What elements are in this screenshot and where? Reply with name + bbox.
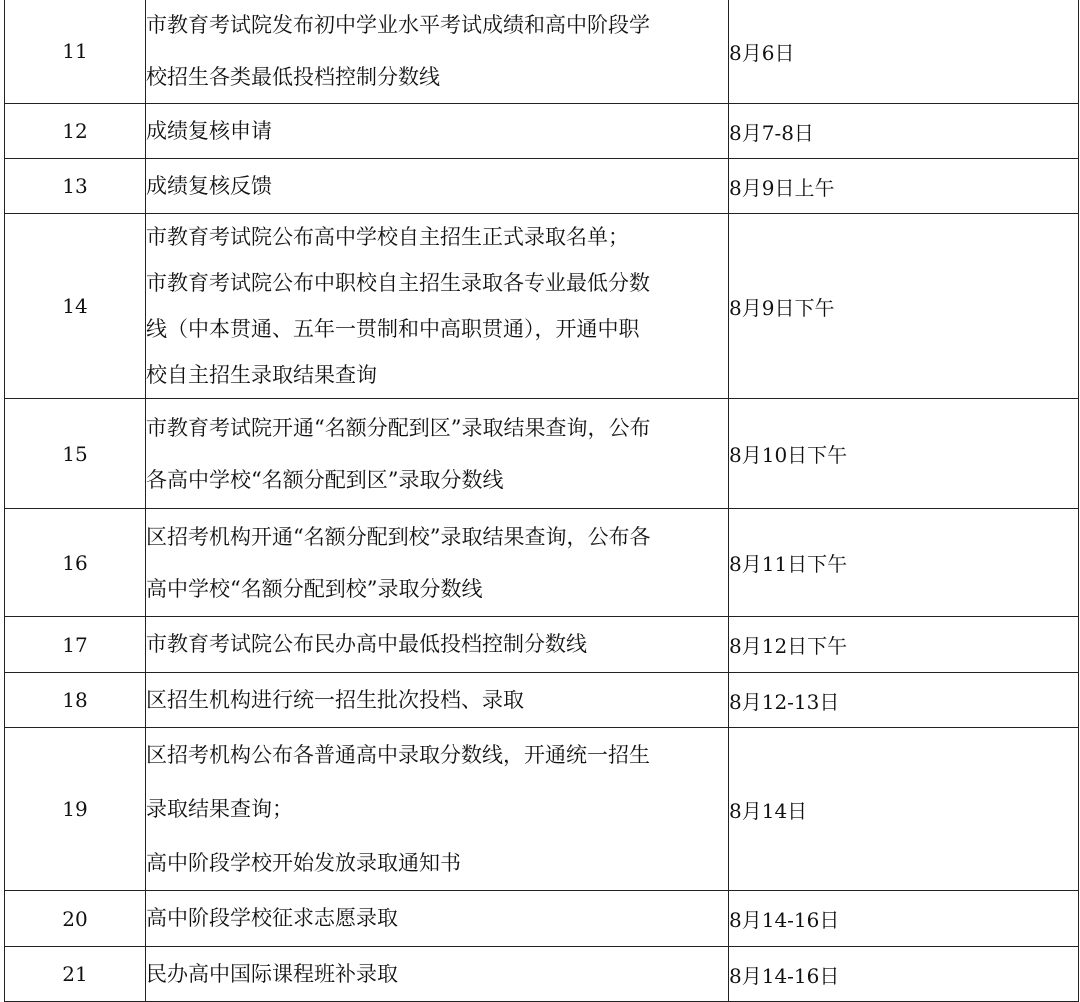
admission-schedule-table bbox=[4, 0, 1079, 1002]
event-cell bbox=[146, 399, 729, 509]
event-line: 成绩复核申请 bbox=[146, 118, 272, 143]
event-line: 区招考机构公布各普通高中录取分数线，开通统一招生 bbox=[146, 743, 650, 767]
event-line: 民办高中国际课程班补录取 bbox=[146, 961, 398, 986]
event-line: 市教育考试院公布民办高中最低投档控制分数线 bbox=[146, 632, 587, 656]
table-row bbox=[5, 104, 1079, 159]
event-cell bbox=[146, 617, 729, 673]
date-cell: 8月11日下午 bbox=[729, 509, 1079, 617]
event-cell bbox=[146, 673, 729, 728]
date-cell: 8月10日下午 bbox=[729, 399, 1079, 509]
row-number: 19 bbox=[5, 728, 146, 891]
row-number: 14 bbox=[5, 214, 146, 399]
date-cell: 8月9日上午 bbox=[729, 159, 1079, 214]
event-line: 校招生各类最低投档控制分数线 bbox=[146, 65, 440, 89]
row-number: 21 bbox=[5, 947, 146, 1002]
event-line: 高中阶段学校开始发放录取通知书 bbox=[146, 851, 461, 875]
event-cell bbox=[146, 891, 729, 947]
event-cell bbox=[146, 947, 729, 1002]
event-line: 录取结果查询； bbox=[146, 797, 293, 821]
table-row bbox=[5, 509, 1079, 617]
event-line: 各高中学校“名额分配到区”录取分数线 bbox=[146, 467, 504, 492]
event-cell bbox=[146, 0, 729, 104]
row-number: 11 bbox=[5, 0, 146, 104]
date-cell: 8月14-16日 bbox=[729, 891, 1079, 947]
row-number: 17 bbox=[5, 617, 146, 673]
event-line: 市教育考试院开通“名额分配到区”录取结果查询，公布 bbox=[146, 415, 651, 440]
event-cell bbox=[146, 214, 729, 399]
table-row bbox=[5, 947, 1079, 1002]
event-line: 市教育考试院公布中职校自主招生录取各专业最低分数 bbox=[146, 271, 650, 295]
event-line: 区招考机构开通“名额分配到校”录取结果查询，公布各 bbox=[146, 524, 651, 549]
event-line: 市教育考试院发布初中学业水平考试成绩和高中阶段学 bbox=[146, 13, 650, 37]
table-row bbox=[5, 399, 1079, 509]
date-cell: 8月9日下午 bbox=[729, 214, 1079, 399]
row-number: 18 bbox=[5, 673, 146, 728]
date-cell: 8月6日 bbox=[729, 0, 1079, 104]
event-cell bbox=[146, 728, 729, 891]
event-line: 线（中本贯通、五年一贯制和中高职贯通），开通中职 bbox=[146, 317, 640, 341]
row-number: 16 bbox=[5, 509, 146, 617]
event-line: 区招生机构进行统一招生批次投档、录取 bbox=[146, 687, 524, 712]
table-row bbox=[5, 0, 1079, 104]
event-cell bbox=[146, 104, 729, 159]
event-cell bbox=[146, 159, 729, 214]
event-line: 高中阶段学校征求志愿录取 bbox=[146, 906, 398, 930]
table-row bbox=[5, 673, 1079, 728]
event-cell bbox=[146, 509, 729, 617]
date-cell: 8月14-16日 bbox=[729, 947, 1079, 1002]
event-line: 市教育考试院公布高中学校自主招生正式录取名单； bbox=[146, 225, 629, 249]
date-cell: 8月12-13日 bbox=[729, 673, 1079, 728]
event-line: 成绩复核反馈 bbox=[146, 173, 272, 198]
date-cell: 8月7-8日 bbox=[729, 104, 1079, 159]
table-row bbox=[5, 214, 1079, 399]
event-line: 校自主招生录取结果查询 bbox=[146, 363, 377, 387]
table-row bbox=[5, 159, 1079, 214]
event-line: 高中学校“名额分配到校”录取分数线 bbox=[146, 576, 483, 601]
table-row bbox=[5, 617, 1079, 673]
row-number: 15 bbox=[5, 399, 146, 509]
table-row bbox=[5, 728, 1079, 891]
table-row bbox=[5, 891, 1079, 947]
row-number: 12 bbox=[5, 104, 146, 159]
date-cell: 8月14日 bbox=[729, 728, 1079, 891]
row-number: 20 bbox=[5, 891, 146, 947]
row-number: 13 bbox=[5, 159, 146, 214]
date-cell: 8月12日下午 bbox=[729, 617, 1079, 673]
